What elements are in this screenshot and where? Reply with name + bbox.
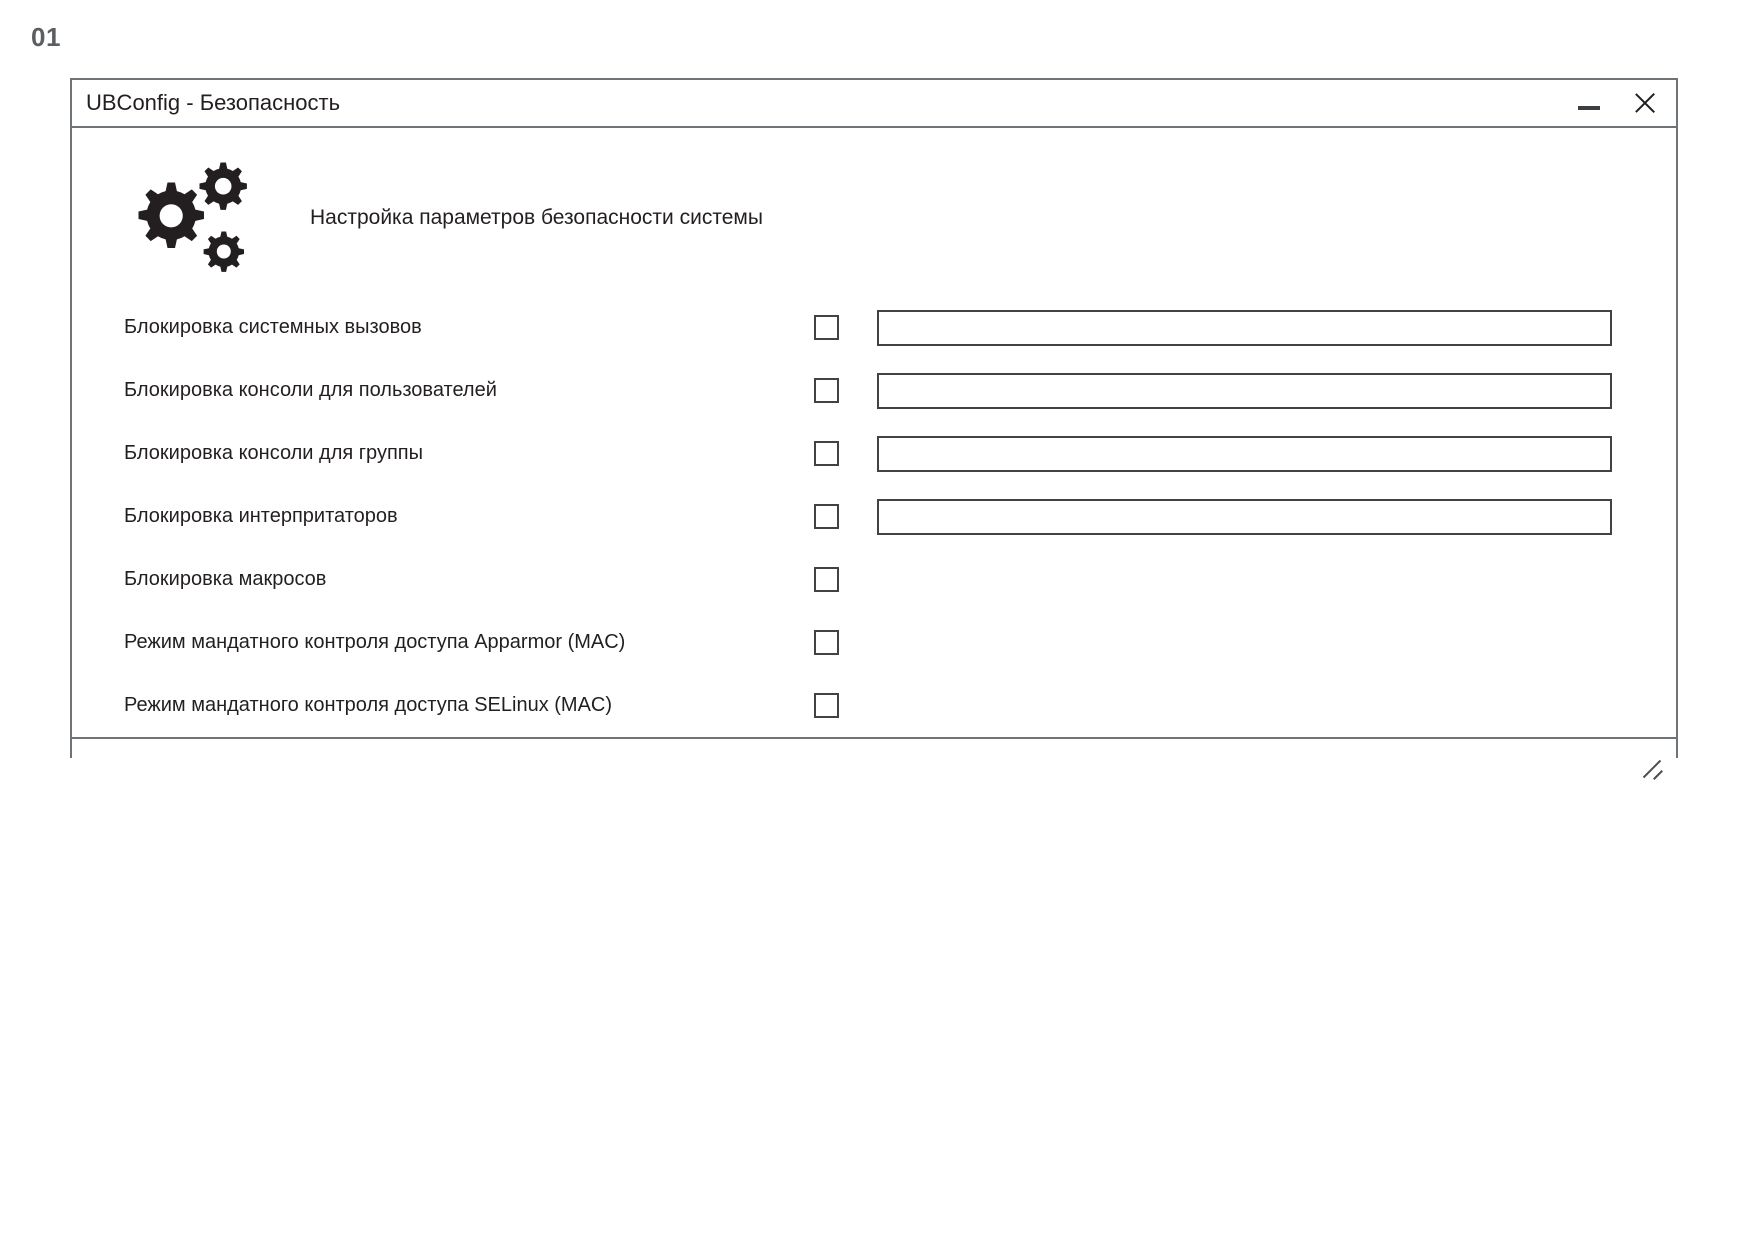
setting-checkbox[interactable] (814, 567, 839, 592)
window-titlebar[interactable] (72, 80, 1676, 128)
window-title: UBConfig - Безопасность (86, 90, 341, 115)
setting-checkbox[interactable] (814, 315, 839, 340)
setting-row-macros-block (72, 548, 1676, 611)
setting-row-console-group-block (72, 422, 1676, 485)
setting-label: Блокировка консоли для группы (124, 442, 423, 464)
header-caption: Настройка параметров безопасности системы (310, 206, 763, 229)
settings-list (72, 278, 1676, 737)
setting-row-selinux-mac (72, 674, 1676, 737)
setting-label: Блокировка системных вызовов (124, 316, 422, 338)
setting-checkbox[interactable] (814, 693, 839, 718)
setting-text-input[interactable] (877, 499, 1612, 535)
setting-label: Блокировка консоли для пользователей (124, 379, 497, 401)
setting-text-input[interactable] (877, 310, 1612, 346)
window-statusbar (72, 737, 1676, 787)
gears-icon (122, 156, 252, 281)
setting-label: Режим мандатного контроля доступа SELinux (MAC) (124, 694, 613, 716)
ubconfig-window (70, 78, 1678, 758)
setting-row-syscall-block (72, 296, 1676, 359)
setting-row-interpreters-block (72, 485, 1676, 548)
setting-row-console-users-block (72, 359, 1676, 422)
close-icon[interactable] (1632, 90, 1658, 116)
input-spacer (877, 625, 1612, 661)
minimize-icon[interactable] (1576, 90, 1602, 116)
setting-checkbox[interactable] (814, 441, 839, 466)
input-spacer (877, 688, 1612, 724)
setting-checkbox[interactable] (814, 378, 839, 403)
setting-label: Блокировка интерпритаторов (124, 505, 398, 527)
page-number: 01 (31, 22, 61, 52)
window-body (72, 128, 1676, 737)
setting-row-apparmor-mac (72, 611, 1676, 674)
setting-checkbox[interactable] (814, 504, 839, 529)
setting-label: Блокировка макросов (124, 568, 327, 590)
resize-grip-icon[interactable] (1638, 753, 1664, 779)
window-controls (1576, 90, 1658, 116)
input-spacer (877, 562, 1612, 598)
setting-checkbox[interactable] (814, 630, 839, 655)
setting-label: Режим мандатного контроля доступа Apparmor (MAC) (124, 631, 626, 653)
header-row (72, 128, 1676, 278)
setting-text-input[interactable] (877, 436, 1612, 472)
setting-text-input[interactable] (877, 373, 1612, 409)
